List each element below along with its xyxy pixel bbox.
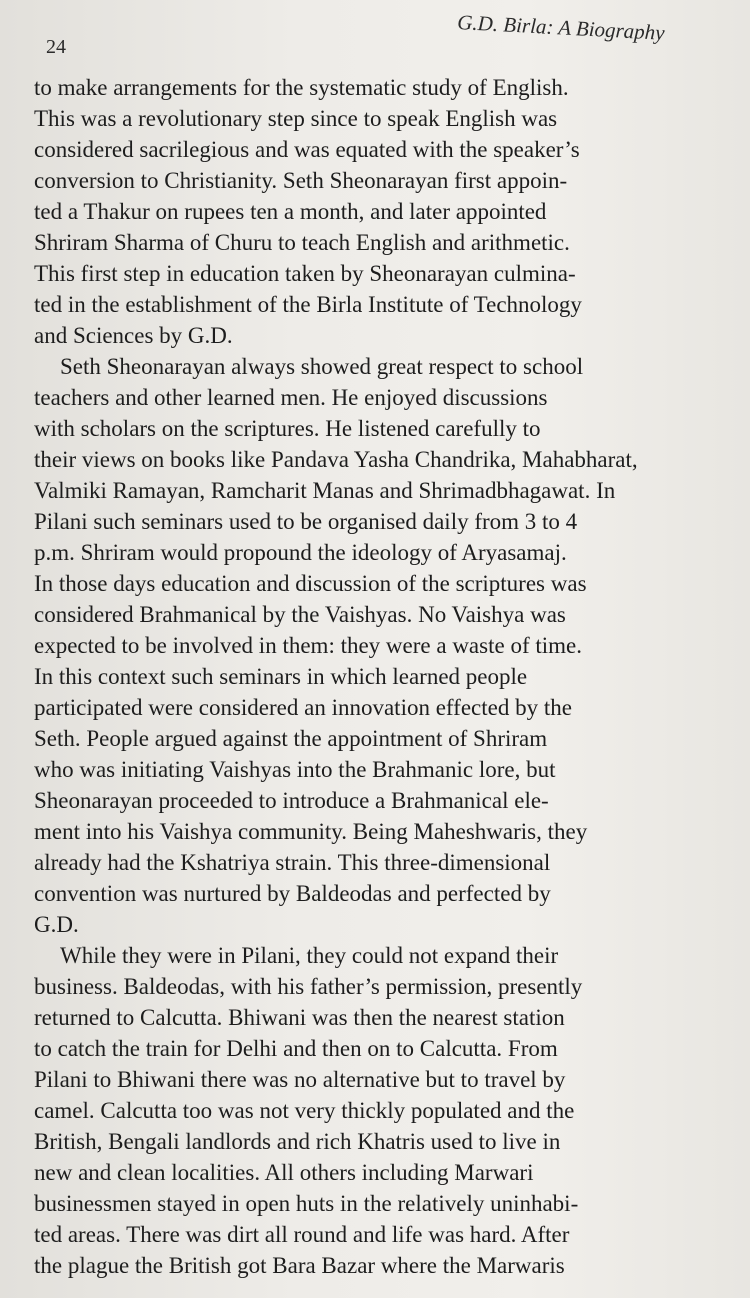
text-line: new and clean localities. All others including Marwari: [34, 1160, 534, 1185]
text-line: convention was nurtured by Baldeodas and perfected by: [34, 881, 551, 906]
text-line: camel. Calcutta too was not very thickly populated and the: [34, 1098, 575, 1123]
text-line: p.m. Shriram would propound the ideology of Aryasamaj.: [34, 540, 567, 565]
text-line: ted in the establishment of the Birla Institute of Technology: [34, 292, 582, 317]
body-text: [34, 72, 714, 1281]
text-line: Seth. People argued against the appointment of Shriram: [34, 726, 548, 751]
text-line: In this context such seminars in which learned people: [34, 664, 528, 689]
text-line: with scholars on the scriptures. He listened carefully to: [34, 416, 541, 441]
text-line: While they were in Pilani, they could not expand their: [60, 943, 559, 968]
text-line: Shriram Sharma of Churu to teach English and arithmetic.: [34, 230, 570, 255]
text-line: This was a revolutionary step since to speak English was: [34, 106, 558, 131]
text-line: Seth Sheonarayan always showed great respect to school: [60, 354, 584, 379]
text-line: Pilani to Bhiwani there was no alternative but to travel by: [34, 1067, 566, 1092]
text-line: British, Bengali landlords and rich Khatris used to live in: [34, 1129, 561, 1154]
text-line: and Sciences by G.D.: [34, 323, 233, 348]
text-line: returned to Calcutta. Bhiwani was then the nearest station: [34, 1005, 565, 1030]
text-line: considered Brahmanical by the Vaishyas. No Vaishya was: [34, 602, 566, 627]
text-line: Valmiki Ramayan, Ramcharit Manas and Shrimadbhagawat. In: [34, 478, 616, 503]
text-line: ted areas. There was dirt all round and life was hard. After: [34, 1222, 570, 1247]
text-line: to catch the train for Delhi and then on to Calcutta. From: [34, 1036, 558, 1061]
text-line: to make arrangements for the systematic study of English.: [34, 75, 569, 100]
text-line: conversion to Christianity. Seth Sheonarayan first appoin-: [34, 168, 568, 193]
text-line: businessmen stayed in open huts in the relatively uninhabi-: [34, 1191, 579, 1216]
text-line: expected to be involved in them: they were a waste of time.: [34, 633, 582, 658]
text-line: who was initiating Vaishyas into the Brahmanic lore, but: [34, 757, 556, 782]
text-line: considered sacrilegious and was equated with the speaker’s: [34, 137, 580, 162]
text-line: This first step in education taken by Sheonarayan culmina-: [34, 261, 576, 286]
page-number: 24: [46, 36, 66, 58]
text-line: Pilani such seminars used to be organised daily from 3 to 4: [34, 509, 578, 534]
text-line: In those days education and discussion of the scriptures was: [34, 571, 587, 596]
page-header: [0, 0, 750, 70]
paragraph-2: [34, 351, 714, 940]
text-line: the plague the British got Bara Bazar where the Marwaris: [34, 1253, 565, 1278]
paragraph-1: [34, 72, 714, 351]
running-head: G.D. Birla: A Biography: [456, 10, 666, 45]
paragraph-3: [34, 940, 714, 1281]
text-line: already had the Kshatriya strain. This three-dimensional: [34, 850, 551, 875]
text-line: G.D.: [34, 912, 79, 937]
text-line: business. Baldeodas, with his father’s permission, presently: [34, 974, 583, 999]
text-line: ted a Thakur on rupees ten a month, and later appointed: [34, 199, 547, 224]
text-line: their views on books like Pandava Yasha Chandrika, Mahabharat,: [34, 447, 638, 472]
text-line: Sheonarayan proceeded to introduce a Brahmanical ele-: [34, 788, 549, 813]
text-line: ment into his Vaishya community. Being Maheshwaris, they: [34, 819, 588, 844]
text-line: participated were considered an innovation effected by the: [34, 695, 572, 720]
text-line: teachers and other learned men. He enjoyed discussions: [34, 385, 548, 410]
